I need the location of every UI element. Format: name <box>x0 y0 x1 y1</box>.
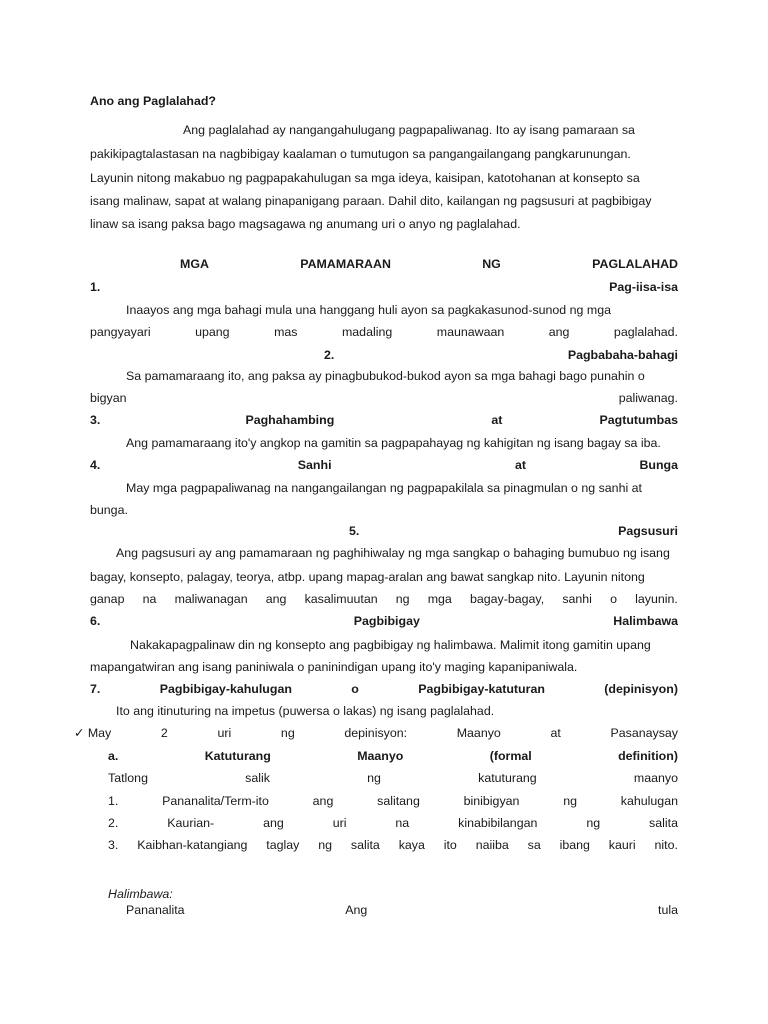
factor-1: 1. Pananalita/Term-ito ang salitang binibigyan ng kahulugan <box>108 794 678 808</box>
method-7-body: Ito ang itinuturing na impetus (puwersa o lakas) ng isang paglalahad. <box>116 704 495 718</box>
method-7-heading: 7. Pagbibigay-kahulugan o Pagbibigay-katuturan (depinisyon) <box>90 682 678 696</box>
method-4-body-1: May mga pagpapaliwanag na nangangailangan ng pagpapakilala sa pinagmulan o ng sanhi at <box>126 481 642 495</box>
example-label: Halimbawa: <box>108 887 173 901</box>
method-6-body-1: Nakakapagpalinaw din ng konsepto ang pagbibigay ng halimbawa. Malimit itong gamitin upang <box>130 638 651 652</box>
method-5-body-3: ganap na maliwanagan ang kasalimuutan ng mga bagay-bagay, sanhi o layunin. <box>90 592 678 606</box>
intro-line-3: Layunin nitong makabuo ng pagpapakahulugan sa mga ideya, kaisipan, katotohanan at konsepto sa <box>90 171 640 185</box>
intro-line-1: Ang paglalahad ay nangangahulugang pagpapaliwanag. Ito ay isang pamaraan sa <box>183 123 635 137</box>
intro-line-5: linaw sa isang paksa bago magsagawa ng anumang uri o anyo ng paglalahad. <box>90 217 521 231</box>
section-heading: MGA PAMAMARAAN NG PAGLALAHAD <box>180 257 678 271</box>
method-4-heading: 4. Sanhi at Bunga <box>90 458 678 472</box>
factor-3: 3. Kaibhan-katangiang taglay ng salita kaya ito naiiba sa ibang kauri nito. <box>108 838 678 852</box>
method-3-heading: 3. Paghahambing at Pagtutumbas <box>90 413 678 427</box>
factor-2: 2. Kaurian- ang uri na kinabibilangan ng salita <box>108 816 678 830</box>
method-6-heading: 6. Pagbibigay Halimbawa <box>90 614 678 628</box>
method-2-body-1: Sa pamamaraang ito, ang paksa ay pinagbubukod-bukod ayon sa mga bahagi bago punahin o <box>126 369 645 383</box>
method-3-body: Ang pamamaraang ito'y angkop na gamitin sa pagpapahayag ng kahigitan ng isang bagay sa iba. <box>126 436 661 450</box>
page-title: Ano ang Paglalahad? <box>90 94 216 108</box>
checkmark-icon: ✓ <box>74 726 85 740</box>
method-5-heading: 5. Pagsusuri <box>349 524 678 538</box>
intro-line-2: pakikipagtalastasan na nagbibigay kaalaman o tumutugon sa pangangailangang pangkarunungan. <box>90 147 631 161</box>
method-5-body-1: Ang pagsusuri ay ang pamamaraan ng paghihiwalay ng mga sangkap o bahaging bumubuo ng isang <box>116 546 670 560</box>
method-4-body-2: bunga. <box>90 503 128 517</box>
method-6-body-2: mapangatwiran ang isang paniniwala o paninindigan upang ito'y maging kapanipaniwala. <box>90 660 578 674</box>
method-2-heading: 2. Pagbabaha-bahagi <box>324 348 678 362</box>
method-1-body-1: Inaayos ang mga bahagi mula una hanggang huli ayon sa pagkakasunod-sunod ng mga <box>126 303 611 317</box>
method-1-heading: 1. Pag-iisa-isa <box>90 280 678 294</box>
example-line: Pananalita Ang tula <box>126 903 678 917</box>
intro-line-4: isang malinaw, sapat at walang pinapanigang paraan. Dahil dito, kailangan ng pagsusuri at pagbibigay <box>90 194 652 208</box>
method-1-body-2: pangyayari upang mas madaling maunawaan ang paglalahad. <box>90 325 678 339</box>
definition-types-line: ✓ May 2 uri ng depinisyon: Maanyo at Pasanaysay <box>74 726 678 740</box>
formal-definition-heading: a. Katuturang Maanyo (formal definition) <box>108 749 678 763</box>
three-factors-line: Tatlong salik ng katuturang maanyo <box>108 771 678 785</box>
method-2-body-2: bigyan paliwanag. <box>90 391 678 405</box>
method-5-body-2: bagay, konsepto, palagay, teorya, atbp. upang mapag-aralan ang bawat sangkap nito. Layunin nitong <box>90 570 645 584</box>
